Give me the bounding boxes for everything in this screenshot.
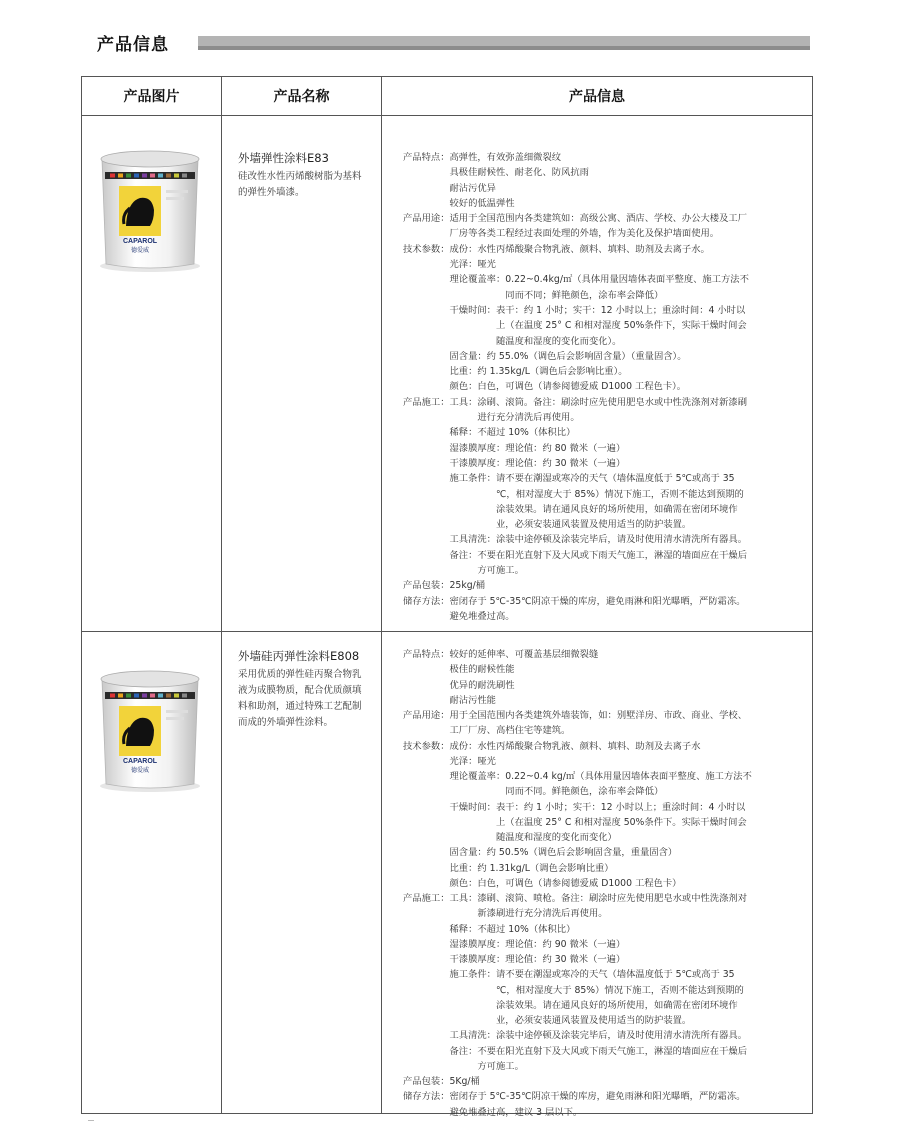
info-line: 备注：不要在阳光直射下及大风或下雨天气施工，淋湿的墙面应在干燥后 bbox=[403, 549, 747, 561]
info-line: 涂装效果。请在通风良好的场所使用，如确需在密闭环境作 bbox=[403, 503, 738, 515]
product-description: 硅改性水性丙烯酸树脂为基料的弹性外墙漆。 bbox=[238, 171, 362, 198]
product-info-lines bbox=[403, 647, 803, 1120]
footer-mark bbox=[88, 1120, 94, 1121]
info-line: 储存方法：密闭存于 5℃-35℃阴凉干燥的库房，避免雨淋和阳光曝晒，严防霜冻。 bbox=[403, 595, 746, 607]
info-line: 储存方法：密闭存于 5℃-35℃阴凉干燥的库房，避免雨淋和阳光曝晒，严防霜冻。 bbox=[403, 1091, 746, 1103]
info-line: 备注：不要在阳光直射下及大风或下雨天气施工，淋湿的墙面应在干燥后 bbox=[403, 1045, 747, 1057]
product-info-cell bbox=[382, 116, 813, 632]
info-line: 避免堆叠过高，建议 3 层以下。 bbox=[403, 1106, 583, 1118]
info-line: 干漆膜厚度：理论值：约 30 微米（一遍） bbox=[403, 457, 626, 469]
info-line: 产品包装：25kg/桶 bbox=[403, 580, 486, 592]
info-line: 颜色：白色，可调色（请参阅德爱威 D1000 工程色卡） bbox=[403, 877, 682, 889]
info-line: 干漆膜厚度：理论值：约 30 微米（一遍） bbox=[403, 954, 626, 965]
header-product-info: 产品信息 bbox=[382, 77, 813, 116]
table-row bbox=[82, 116, 813, 632]
paint-bucket-image bbox=[96, 662, 204, 794]
product-name-cell bbox=[222, 632, 382, 1114]
info-line: 避免堆叠过高。 bbox=[403, 610, 515, 622]
page-header bbox=[97, 30, 811, 56]
info-line: 干燥时间：表干：约 1 小时；实干：12 小时以上；重涂时间：4 小时以 bbox=[403, 304, 746, 316]
title-divider-bar bbox=[198, 36, 810, 50]
info-line: 产品特点：较好的延伸率、可覆盖基层细微裂缝 bbox=[403, 649, 599, 660]
info-line: 光泽：哑光 bbox=[403, 755, 496, 767]
info-line: 颜色：白色，可调色（请参阅德爱威 D1000 工程色卡）。 bbox=[403, 381, 687, 393]
product-image-cell bbox=[82, 632, 222, 1114]
product-name-cell bbox=[222, 116, 382, 632]
info-line: 湿漆膜厚度：理论值：约 90 微米（一遍） bbox=[403, 938, 626, 950]
info-line: ℃，相对湿度大于 85%）情况下施工，否则不能达到预期的 bbox=[403, 984, 744, 996]
product-name: 外墙硅丙弹性涂料E808 bbox=[238, 649, 360, 663]
info-line: 产品施工：工具：涂刷、滚筒。备注：刷涂时应先使用肥皂水或中性洗涤剂对新漆刷 bbox=[403, 396, 747, 408]
info-line: 工具清洗：涂装中途停顿及涂装完毕后，请及时使用清水清洗所有器具。 bbox=[403, 1030, 747, 1042]
info-line: 技术参数：成份：水性丙烯酸聚合物乳液、颜料、填料、助剂及去离子水。 bbox=[403, 243, 710, 255]
info-line: 极佳的耐候性能 bbox=[403, 664, 515, 676]
info-line: 理论覆盖率：0.22~0.4 kg/㎡（具体用量因墙体表面平整度、施工方法不 bbox=[403, 771, 752, 782]
info-line: 光泽：哑光 bbox=[403, 259, 496, 271]
info-line: 工厂厂房、高档住宅等建筑。 bbox=[403, 725, 571, 737]
info-line: 产品包装：5Kg/桶 bbox=[403, 1076, 480, 1087]
info-line: 同而不同。鲜艳颜色，涂布率会降低） bbox=[403, 786, 664, 798]
product-image-cell bbox=[82, 116, 222, 632]
product-info-table bbox=[81, 76, 813, 1118]
info-line: 上（在温度 25° C 和相对湿度 50%条件下。实际干燥时间会 bbox=[403, 816, 747, 828]
info-line: 固含量：约 55.0%（调色后会影响固含量）（重量固含）。 bbox=[403, 350, 687, 362]
info-line: 同而不同；鲜艳颜色，涂布率会降低） bbox=[403, 289, 664, 301]
header-product-image: 产品图片 bbox=[82, 77, 222, 116]
info-line: 稀释：不超过 10%（体积比） bbox=[403, 427, 576, 439]
brand-cn-label: 德爱威 bbox=[130, 247, 150, 254]
info-line: 业，必须安装通风装置及使用适当的防护装置。 bbox=[403, 1015, 692, 1026]
brand-en-label: CAPAROL bbox=[122, 238, 158, 245]
info-line: 耐沾污优异 bbox=[403, 182, 496, 194]
info-line: 进行充分清洗后再使用。 bbox=[403, 412, 580, 424]
info-line: 较好的低温弹性 bbox=[403, 197, 515, 209]
paint-bucket-image bbox=[96, 142, 204, 274]
info-line: 业，必须安装通风装置及使用适当的防护装置。 bbox=[403, 519, 692, 531]
info-line: 技术参数：成份：水性丙烯酸聚合物乳液、颜料、填料、助剂及去离子水 bbox=[403, 740, 701, 752]
info-line: 干燥时间：表干：约 1 小时；实干：12 小时以上；重涂时间：4 小时以 bbox=[403, 801, 746, 813]
brand-cn-label: 德爱威 bbox=[130, 767, 150, 774]
info-line: 优异的耐洗刷性 bbox=[403, 679, 515, 691]
info-line: 理论覆盖率：0.22~0.4kg/㎡（具体用量因墙体表面平整度、施工方法不 bbox=[403, 274, 749, 286]
info-line: 新漆刷进行充分清洗后再使用。 bbox=[403, 908, 608, 920]
info-line: ℃，相对湿度大于 85%）情况下施工，否则不能达到预期的 bbox=[403, 488, 744, 500]
info-line: 湿漆膜厚度：理论值：约 80 微米（一遍） bbox=[403, 442, 626, 454]
info-line: 比重：约 1.31kg/L（调色会影响比重） bbox=[403, 862, 614, 874]
table-row bbox=[82, 632, 813, 1114]
info-line: 稀释：不超过 10%（体积比） bbox=[403, 923, 576, 935]
info-line: 施工条件：请不要在潮湿或寒冷的天气（墙体温度低于 5℃或高于 35 bbox=[403, 473, 735, 485]
page-title: 产品信息 bbox=[97, 35, 169, 55]
product-name: 外墙弹性涂料E83 bbox=[238, 151, 329, 165]
info-line: 方可施工。 bbox=[403, 565, 524, 577]
product-description: 采用优质的弹性硅丙聚合物乳液为成膜物质，配合优质颜填料和助剂，通过特殊工艺配制而成的外墙弹性涂料。 bbox=[238, 669, 362, 728]
info-line: 厂房等各类工程经过表面处理的外墙，作为美化及保护墙面使用。 bbox=[403, 228, 720, 240]
info-line: 随温度和湿度的变化而变化）。 bbox=[403, 335, 622, 347]
info-line: 产品施工：工具：漆刷、滚筒、喷枪。备注：刷涂时应先使用肥皂水或中性洗涤剂对 bbox=[403, 893, 747, 904]
table-header-row bbox=[82, 77, 813, 116]
info-line: 耐沾污性能 bbox=[403, 694, 496, 706]
info-line: 产品用途：适用于全国范围内各类建筑如：高级公寓、酒店、学校、办公大楼及工厂 bbox=[403, 213, 747, 225]
info-line: 具极佳耐候性、耐老化、防风抗雨 bbox=[403, 167, 589, 179]
info-line: 产品用途：用于全国范围内各类建筑外墙装饰，如：别墅洋房、市政、商业、学校、 bbox=[403, 710, 747, 721]
info-line: 随温度和湿度的变化而变化） bbox=[403, 832, 617, 843]
info-line: 施工条件：请不要在潮湿或寒冷的天气（墙体温度低于 5℃或高于 35 bbox=[403, 969, 735, 981]
header-product-name: 产品名称 bbox=[222, 77, 382, 116]
info-line: 工具清洗：涂装中途停顿及涂装完毕后，请及时使用清水清洗所有器具。 bbox=[403, 534, 747, 546]
product-info-cell bbox=[382, 632, 813, 1118]
product-info-lines bbox=[403, 150, 803, 624]
info-line: 比重：约 1.35kg/L（调色后会影响比重）。 bbox=[403, 366, 628, 378]
info-line: 涂装效果。请在通风良好的场所使用，如确需在密闭环境作 bbox=[403, 999, 738, 1011]
info-line: 上（在温度 25° C 和相对湿度 50%条件下，实际干燥时间会 bbox=[403, 320, 747, 332]
info-line: 方可施工。 bbox=[403, 1060, 524, 1072]
info-line: 固含量：约 50.5%（调色后会影响固含量，重量固含） bbox=[403, 847, 678, 859]
info-line: 产品特点：高弹性，有效弥盖细微裂纹 bbox=[403, 152, 562, 163]
brand-en-label: CAPAROL bbox=[122, 758, 158, 765]
